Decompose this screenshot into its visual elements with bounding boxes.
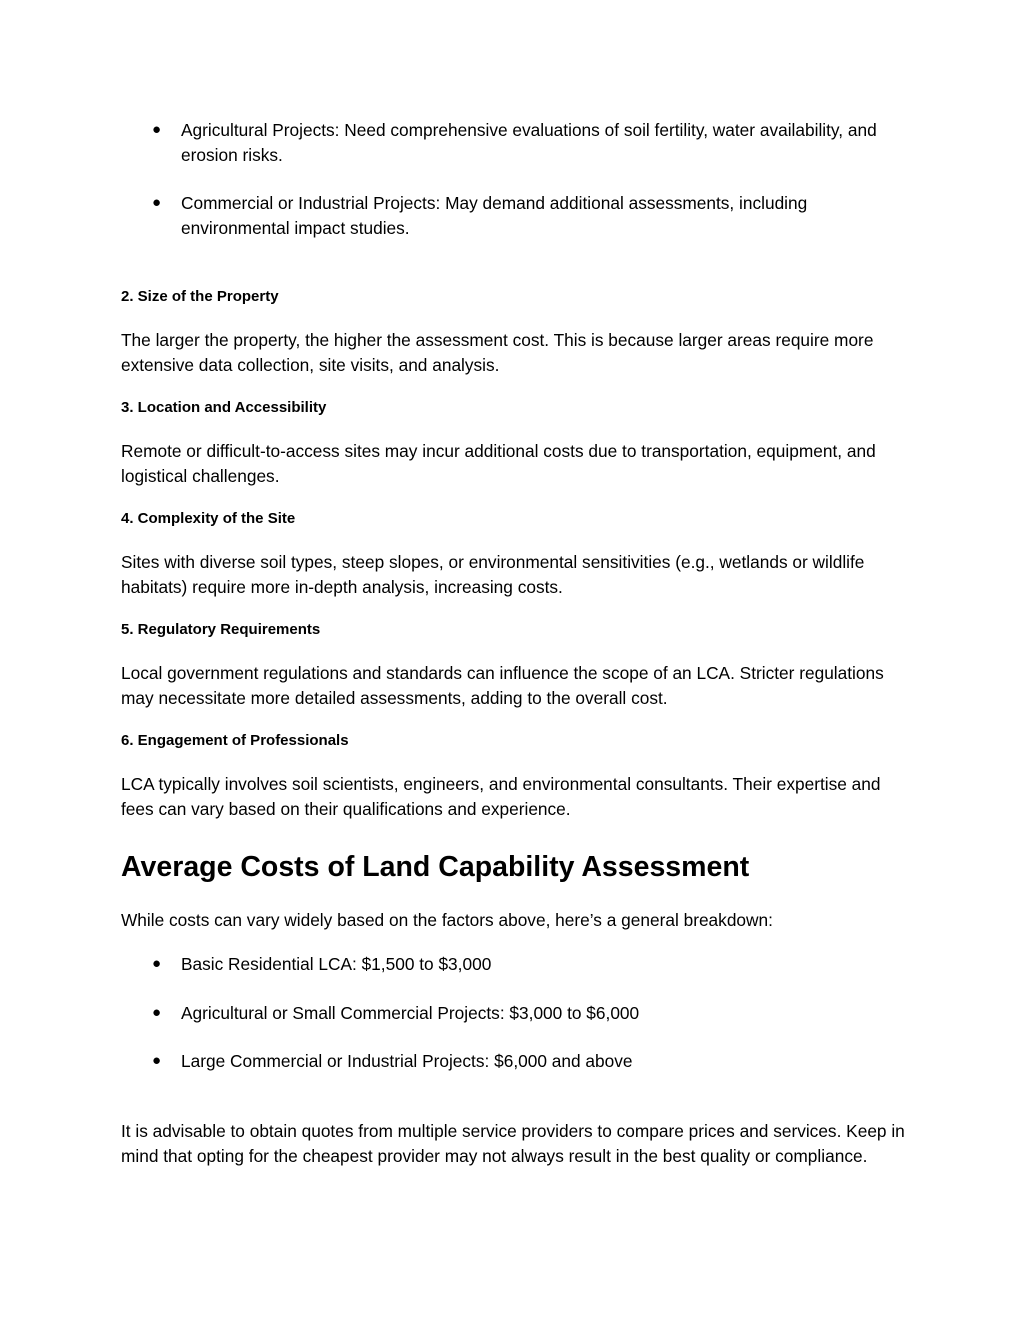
section-heading-complexity: 4. Complexity of the Site bbox=[121, 510, 296, 527]
list-item bbox=[121, 1001, 901, 1026]
list-item-text: Commercial or Industrial Projects: May demand additional assessments, including environmental impact studies. bbox=[181, 193, 808, 238]
section-body-complexity: Sites with diverse soil types, steep slopes, or environmental sensitivities (e.g., wetlands or wildlife habitats) require more in-depth analysis, increasing costs. bbox=[121, 552, 865, 597]
section-body-professionals: LCA typically involves soil scientists, engineers, and environmental consultants. Their expertise and fees can vary based on their qualifications and experience. bbox=[121, 774, 881, 819]
list-item bbox=[121, 952, 901, 977]
list-item-text: Basic Residential LCA: $1,500 to $3,000 bbox=[181, 954, 492, 974]
bullet-icon: ● bbox=[152, 121, 162, 138]
average-costs-title: Average Costs of Land Capability Assessment bbox=[121, 851, 750, 883]
list-item bbox=[121, 118, 901, 167]
list-item bbox=[121, 1049, 901, 1074]
bullet-icon: ● bbox=[152, 194, 162, 211]
section-heading-location: 3. Location and Accessibility bbox=[121, 399, 327, 416]
bullet-icon: ● bbox=[152, 1003, 162, 1021]
section-heading-regulatory: 5. Regulatory Requirements bbox=[121, 621, 321, 638]
section-heading-size: 2. Size of the Property bbox=[121, 288, 279, 305]
list-item-text: Agricultural Projects: Need comprehensive evaluations of soil fertility, water availability, and erosion risks. bbox=[181, 120, 877, 165]
closing-paragraph: It is advisable to obtain quotes from multiple service providers to compare prices and services. Keep in mind that opting for the cheapest provider may not always result in the best quality or compliance. bbox=[121, 1121, 905, 1166]
section-body-location: Remote or difficult-to-access sites may incur additional costs due to transportation, equipment, and logistical challenges. bbox=[121, 441, 876, 486]
project-type-list bbox=[121, 118, 901, 240]
bullet-icon: ● bbox=[152, 955, 162, 972]
cost-breakdown-list bbox=[121, 952, 901, 1074]
list-item bbox=[121, 191, 901, 240]
section-heading-professionals: 6. Engagement of Professionals bbox=[121, 732, 349, 749]
list-item-text: Large Commercial or Industrial Projects: $6,000 and above bbox=[181, 1051, 633, 1071]
average-costs-intro: While costs can vary widely based on the factors above, here’s a general breakdown: bbox=[121, 910, 773, 930]
list-item-text: Agricultural or Small Commercial Projects: $3,000 to $6,000 bbox=[181, 1002, 640, 1023]
bullet-icon: ● bbox=[152, 1052, 162, 1069]
section-body-regulatory: Local government regulations and standards can influence the scope of an LCA. Stricter regulations may necessitate more detailed assessments, adding to the overall cost. bbox=[121, 663, 884, 708]
section-body-size: The larger the property, the higher the assessment cost. This is because larger areas require more extensive data collection, site visits, and analysis. bbox=[121, 330, 874, 375]
